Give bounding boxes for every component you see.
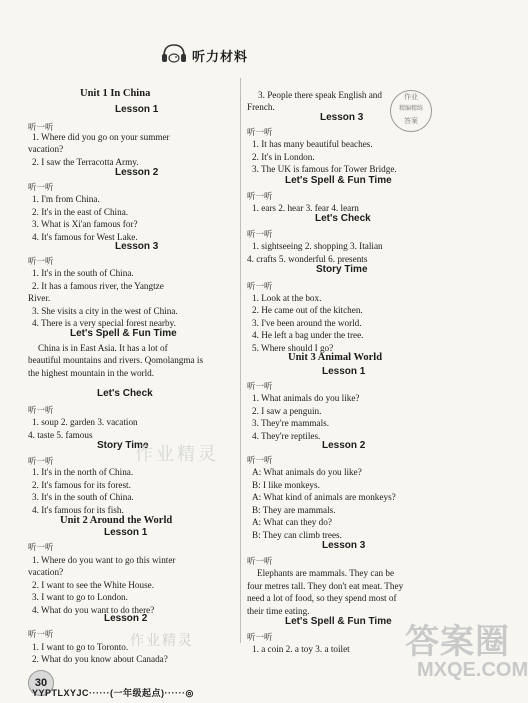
text-line: A: What can they do? (252, 517, 332, 527)
text-line: 2. What do you know about Canada? (32, 654, 168, 664)
text-line: 3. The UK is famous for Tower Bridge. (252, 164, 397, 174)
section-heading: Lesson 2 (322, 440, 366, 451)
text-line: 2. He came out of the kitchen. (252, 305, 363, 315)
text-line: beautiful mountains and rivers. Qomolangma is (28, 355, 204, 365)
stamp-line: 精编精练 (398, 105, 423, 112)
section-heading: Lesson 1 (115, 104, 159, 115)
section-heading: Lesson 3 (322, 540, 366, 551)
text-line: 2. I saw the Terracotta Army. (32, 157, 139, 167)
text-line: the highest mountain in the world. (28, 368, 155, 378)
text-line: 1. I'm from China. (32, 194, 100, 204)
text-line: 4. They're reptiles. (252, 431, 321, 441)
text-line: 3. People there speak English and (258, 90, 382, 100)
site-logo (405, 625, 528, 681)
listen-label: 听一听 (28, 183, 54, 193)
listen-label: 听一听 (247, 128, 273, 138)
listen-label: 听一听 (247, 382, 273, 392)
text-line: River. (28, 293, 51, 303)
section-heading: Lesson 1 (322, 366, 366, 377)
text-line: 4. There is a very special forest nearby. (32, 318, 176, 328)
text-line: 1. I want to go to Toronto. (32, 642, 129, 652)
section-heading: Lesson 2 (104, 613, 148, 624)
text-line: 3. I've been around the world. (252, 318, 362, 328)
text-line: 4. crafts 5. wonderful 6. presents (247, 254, 368, 264)
section-heading: Story Time (316, 264, 368, 275)
text-line: China is in East Asia. It has a lot of (38, 343, 168, 353)
listen-label: 听一听 (28, 406, 54, 416)
section-heading: Lesson 2 (115, 167, 159, 178)
text-line: 4. taste 5. famous (28, 430, 93, 440)
listen-label: 听一听 (247, 633, 273, 643)
listen-label: 听一听 (28, 543, 54, 553)
listen-label: 听一听 (247, 192, 273, 202)
section-heading: Let's Spell & Fun Time (285, 616, 392, 627)
section-heading: Lesson 3 (320, 112, 364, 123)
listen-label: 听一听 (28, 630, 54, 640)
text-line: 1. Look at the box. (252, 293, 322, 303)
page-title: 听力材料 (192, 50, 249, 65)
listen-label: 听一听 (247, 230, 273, 240)
text-line: B: I like monkeys. (252, 480, 320, 490)
text-line: 2. It's in the east of China. (32, 207, 129, 217)
listen-label: 听一听 (247, 456, 273, 466)
logo-domain: MXQE.COM (417, 659, 528, 681)
text-line: 4. He left a bag under the tree. (252, 330, 364, 340)
text-line: four metres tall. They don't eat meat. They (247, 581, 404, 591)
text-line: 2. It's in London. (252, 152, 315, 162)
text-line: their time eating. (247, 606, 310, 616)
text-line: 3. It's in the south of China. (32, 492, 134, 502)
listen-label: 听一听 (28, 257, 54, 267)
header (160, 42, 300, 68)
headphones-bird-icon (160, 42, 188, 66)
text-line: 1. a coin 2. a toy 3. a toilet (252, 644, 350, 654)
text-line: 1. It has many beautiful beaches. (252, 139, 373, 149)
text-line: 1. soup 2. garden 3. vacation (32, 417, 138, 427)
text-line: 3. They're mammals. (252, 418, 330, 428)
text-line: 5. Where should I go? (252, 343, 334, 353)
text-line: 1. It's in the north of China. (32, 467, 134, 477)
unit-heading: Unit 3 Animal World (288, 352, 383, 363)
listen-label: 听一听 (28, 457, 54, 467)
text-line: A: What animals do you like? (252, 467, 362, 477)
text-line: 1. What animals do you like? (252, 393, 360, 403)
section-heading: Lesson 3 (115, 241, 159, 252)
text-line: Elephants are mammals. They can be (257, 568, 395, 578)
text-line: 4. What do you want to do there? (32, 605, 155, 615)
section-heading: Let's Spell & Fun Time (70, 328, 177, 339)
footer-text: YYPTLXYJC······(一年级起点)······◎ (32, 688, 194, 698)
text-line: 2. It has a famous river, the Yangtze (32, 281, 164, 291)
listen-label: 听一听 (247, 282, 273, 292)
watermark: 作业精灵 (135, 444, 219, 465)
stamp-line: 答案 (404, 117, 418, 125)
text-line: B: They can climb trees. (252, 530, 342, 540)
text-line: B: They are mammals. (252, 505, 336, 515)
text-line: 4. It's famous for West Lake. (32, 232, 138, 242)
text-line: 3. I want to go to London. (32, 592, 128, 602)
text-line: 1. sightseeing 2. shopping 3. Italian (252, 241, 383, 251)
text-line: 3. What is Xi'an famous for? (32, 219, 138, 229)
section-heading: Let's Check (97, 388, 153, 399)
text-line: 2. It's famous for its forest. (32, 480, 131, 490)
stamp-line: 作业 (404, 93, 418, 101)
watermark: 作业精灵 (130, 633, 194, 649)
listen-label: 听一听 (28, 123, 54, 133)
section-heading: Story Time (97, 440, 149, 451)
logo-text: 答案圈 (405, 623, 510, 661)
text-line: 3. She visits a city in the west of China. (32, 306, 178, 316)
section-heading: Lesson 1 (104, 527, 148, 538)
listen-label: 听一听 (247, 557, 273, 567)
section-heading: Let's Spell & Fun Time (285, 175, 392, 186)
section-heading: Let's Check (315, 213, 371, 224)
text-line: 1. ears 2. hear 3. fear 4. learn (252, 203, 359, 213)
column-divider (240, 78, 241, 643)
text-line: 4. It's famous for its fish. (32, 505, 124, 515)
unit-heading: Unit 1 In China (80, 88, 151, 99)
unit-heading: Unit 2 Around the World (60, 515, 173, 526)
stamp (390, 90, 432, 132)
text-line: 1. Where do you want to go this winter (32, 555, 176, 565)
text-line: need a lot of food, so they spend most of (247, 593, 397, 603)
page-number: 30 (28, 670, 54, 696)
text-line: 1. Where did you go on your summer (32, 132, 170, 142)
text-line: 2. I want to see the White House. (32, 580, 155, 590)
text-line: 1. It's in the south of China. (32, 268, 134, 278)
text-line: French. (247, 102, 275, 112)
text-line: A: What kind of animals are monkeys? (252, 492, 396, 502)
text-line: 2. I saw a penguin. (252, 406, 322, 416)
text-line: vacation? (28, 567, 64, 577)
text-line: vacation? (28, 144, 64, 154)
